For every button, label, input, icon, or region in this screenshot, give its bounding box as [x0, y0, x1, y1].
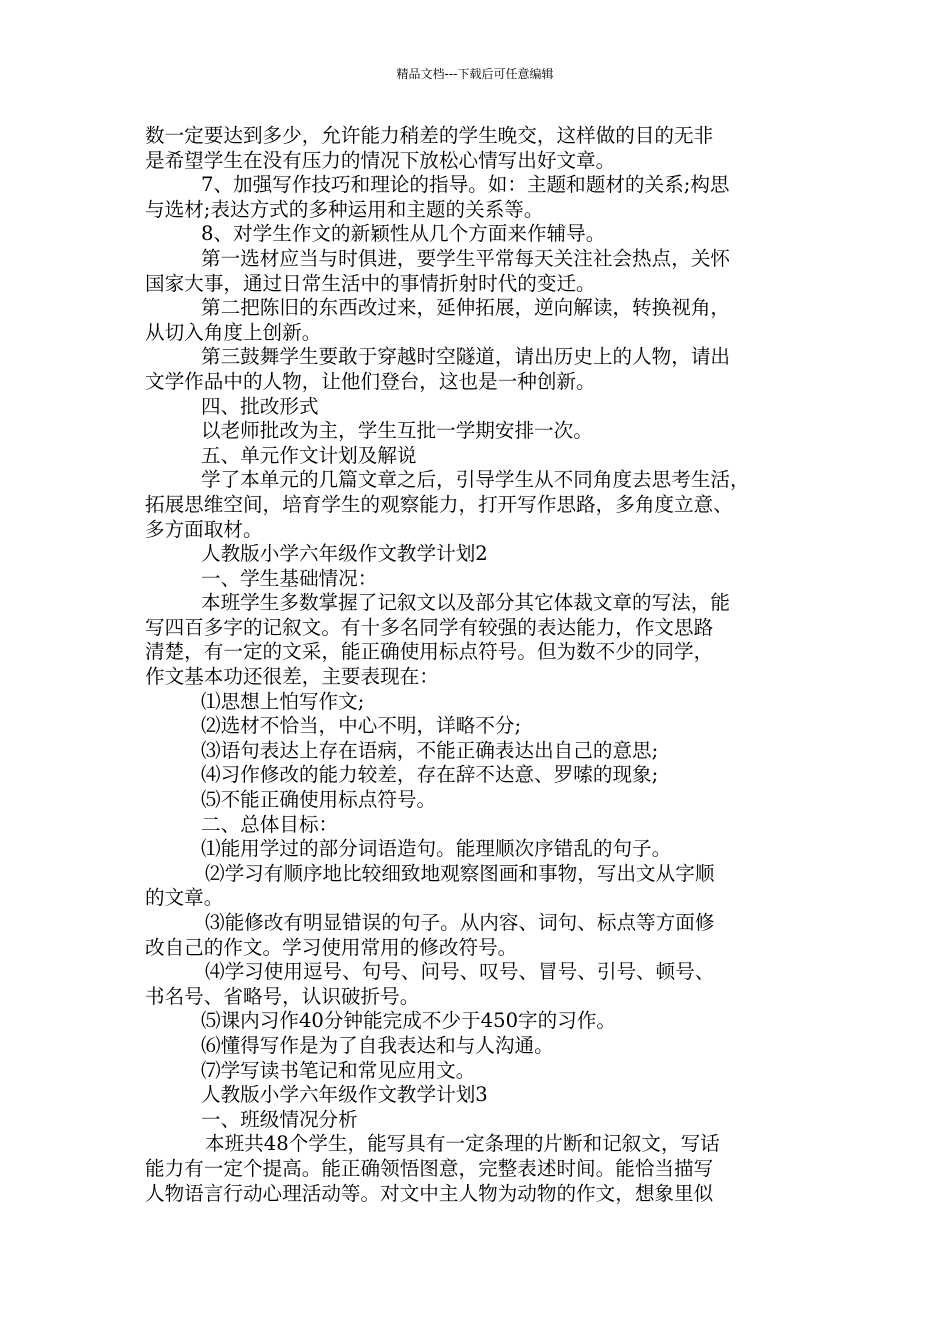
text-line: 国家大事，通过日常生活中的事情折射时代的变迁。: [145, 271, 596, 295]
page-header: 精品文档---下载后可任意编辑: [396, 67, 554, 81]
text-line: ⑹懂得写作是为了自我表达和与人沟通。: [201, 1033, 554, 1057]
text-line: 本班学生多数掌握了记叙文以及部分其它体裁文章的写法，能: [201, 591, 731, 615]
document-body: [145, 124, 809, 1206]
text-line: 文学作品中的人物，让他们登台，这也是一种创新。: [145, 369, 596, 393]
text-line: 人物语言行动心理活动等。对文中主人物为动物的作文，想象里似: [145, 1181, 714, 1205]
text-line: ⑶语句表达上存在语病，不能正确表达出自己的意思;: [201, 738, 659, 762]
text-line: 写四百多字的记叙文。有十多名同学有较强的表达能力，作文思路: [145, 615, 714, 639]
text-line: 学了本单元的几篇文章之后，引导学生从不同角度去思考生活，: [201, 468, 750, 492]
text-line: ⑴能用学过的部分词语造句。能理顺次序错乱的句子。: [201, 837, 672, 861]
text-line: 一、学生基础情况：: [201, 566, 378, 590]
text-line: 二、总体目标：: [201, 812, 339, 836]
text-line: 的文章。: [145, 886, 224, 910]
text-line: 人教版小学六年级作文教学计划3: [201, 1083, 488, 1107]
text-line: 是希望学生在没有压力的情况下放松心情写出好文章。: [145, 148, 616, 172]
text-line: 能力有一定个提高。能正确领悟图意，完整表述时间。能恰当描写: [145, 1156, 714, 1180]
text-line: ⑸课内习作40分钟能完成不少于450字的习作。: [201, 1009, 617, 1033]
text-line: 8、对学生作文的新颖性从几个方面来作辅导。: [201, 222, 606, 246]
text-line: ⑵学习有顺序地比较细致地观察图画和事物，写出文从字顺: [205, 861, 715, 885]
text-line: 一、班级情况分析: [201, 1107, 358, 1131]
text-line: 7、加强写作技巧和理论的指导。如：主题和题材的关系;构思: [201, 173, 730, 197]
text-line: 四、批改形式: [201, 394, 319, 418]
text-line: ⑷学习使用逗号、句号、问号、叹号、冒号、引号、顿号、: [205, 960, 715, 984]
text-line: 人教版小学六年级作文教学计划2: [201, 542, 488, 566]
text-line: ⑷习作修改的能力较差，存在辞不达意、罗嗦的现象;: [201, 763, 659, 787]
text-line: 拓展思维空间，培育学生的观察能力，打开写作思路，多角度立意、: [145, 492, 733, 516]
text-line: 与选材;表达方式的多种运用和主题的关系等。: [145, 197, 544, 221]
text-line: 五、单元作文计划及解说: [201, 443, 417, 467]
text-line: 本班共48个学生，能写具有一定条理的片断和记叙文，写话: [205, 1132, 720, 1156]
text-line: ⑴思想上怕写作文;: [201, 689, 365, 713]
text-line: ⑶能修改有明显错误的句子。从内容、词句、标点等方面修: [205, 911, 715, 934]
text-line: 以老师批改为主，学生互批一学期安排一次。: [201, 419, 593, 443]
text-line: 第一选材应当与时俱进，要学生平常每天关注社会热点，关怀: [201, 246, 731, 270]
text-line: ⑺学写读书笔记和常见应用文。: [201, 1058, 476, 1082]
text-line: 多方面取材。: [145, 517, 263, 541]
text-line: 清楚，有一定的文采，能正确使用标点符号。但为数不少的同学，: [145, 640, 714, 664]
text-line: 数一定要达到多少，允许能力稍差的学生晚交，这样做的目的无非: [145, 124, 714, 147]
text-line: 书名号、省略号，认识破折号。: [145, 984, 420, 1008]
text-line: 作文基本功还很差，主要表现在：: [145, 665, 439, 689]
text-line: 第三鼓舞学生要敢于穿越时空隧道，请出历史上的人物，请出: [201, 345, 731, 369]
text-line: 第二把陈旧的东西改过来，延伸拓展，逆向解读，转换视角，: [201, 296, 731, 320]
text-line: ⑸不能正确使用标点符号。: [201, 788, 437, 812]
text-line: 从切入角度上创新。: [145, 320, 322, 344]
text-line: 改自己的作文。学习使用常用的修改符号。: [145, 935, 518, 959]
text-line: ⑵选材不恰当，中心不明，详略不分;: [201, 714, 522, 738]
